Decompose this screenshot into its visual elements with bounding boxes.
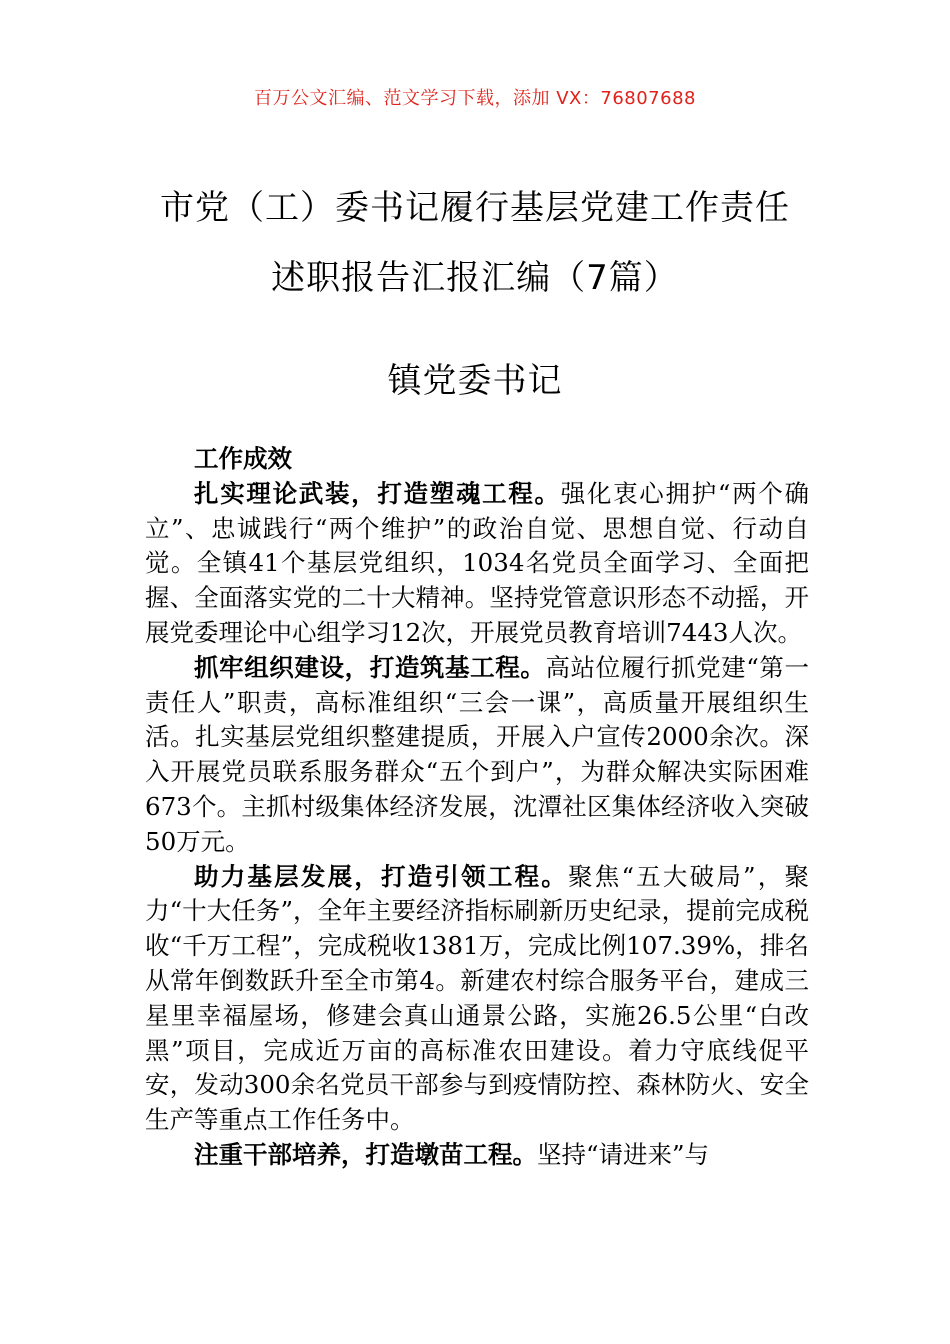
document-title-line-1: 市党（工）委书记履行基层党建工作责任	[160, 188, 790, 228]
paragraph-text: 聚焦“五大破局”，聚力“十大任务”，全年主要经济指标刷新历史纪录，提前完成税收“千万工程”，完成税收1381万，完成比例107.39%，排名从常年倒数跃升至全市第4。新建农村综合服务平台，建成三星里幸福屋场，修建会真山通景公路，实施26.5公里“白改黑”项目，完成近万亩的高标准农田建设。着力守底线促平安，发动300余名党员干部参与到疫情防控、森林防火、安全生产等重点工作任务中。	[145, 861, 809, 1135]
paragraph-text: 坚持“请进来”与	[537, 1139, 710, 1169]
paragraph-text: 高站位履行抓党建“第一责任人”职责，高标准组织“三会一课”，高质量开展组织生活。扎实基层党组织整建提质，开展入户宣传2000余次。深入开展党员联系服务群众“五个到户”，为群众解决实际困难673个。主抓村级集体经济发展，沈潭社区集体经济收入突破50万元。	[145, 652, 810, 856]
body-paragraph	[145, 651, 809, 860]
body-paragraph	[145, 1138, 809, 1173]
paragraph-text: 强化衷心拥护“两个确立”、忠诚践行“两个维护”的政治自觉、思想自觉、行动自觉。全镇41个基层党组织，1034名党员全面学习、全面把握、全面落实党的二十大精神。坚持党管意识形态不动摇，开展党委理论中心组学习12次，开展党员教育培训7443人次。	[145, 478, 809, 647]
document-body	[145, 442, 809, 1173]
document-title-line-2: 述职报告汇报汇编（7篇）	[271, 258, 679, 298]
paragraph-lead: 抓牢组织建设，打造筑基工程。	[194, 652, 546, 682]
paragraph-lead: 注重干部培养，打造墩苗工程。	[194, 1139, 537, 1169]
paragraph-lead: 扎实理论武装，打造塑魂工程。	[194, 478, 561, 508]
header-watermark-note: 百万公文汇编、范文学习下载，添加 VX：76807688	[254, 88, 696, 109]
body-paragraph	[145, 477, 809, 651]
body-paragraph	[145, 860, 809, 1138]
section-heading: 工作成效	[194, 444, 292, 473]
paragraph-lead: 助力基层发展，打造引领工程。	[194, 861, 569, 891]
section-heading-paragraph	[145, 442, 809, 477]
document-subtitle: 镇党委书记	[387, 361, 563, 401]
